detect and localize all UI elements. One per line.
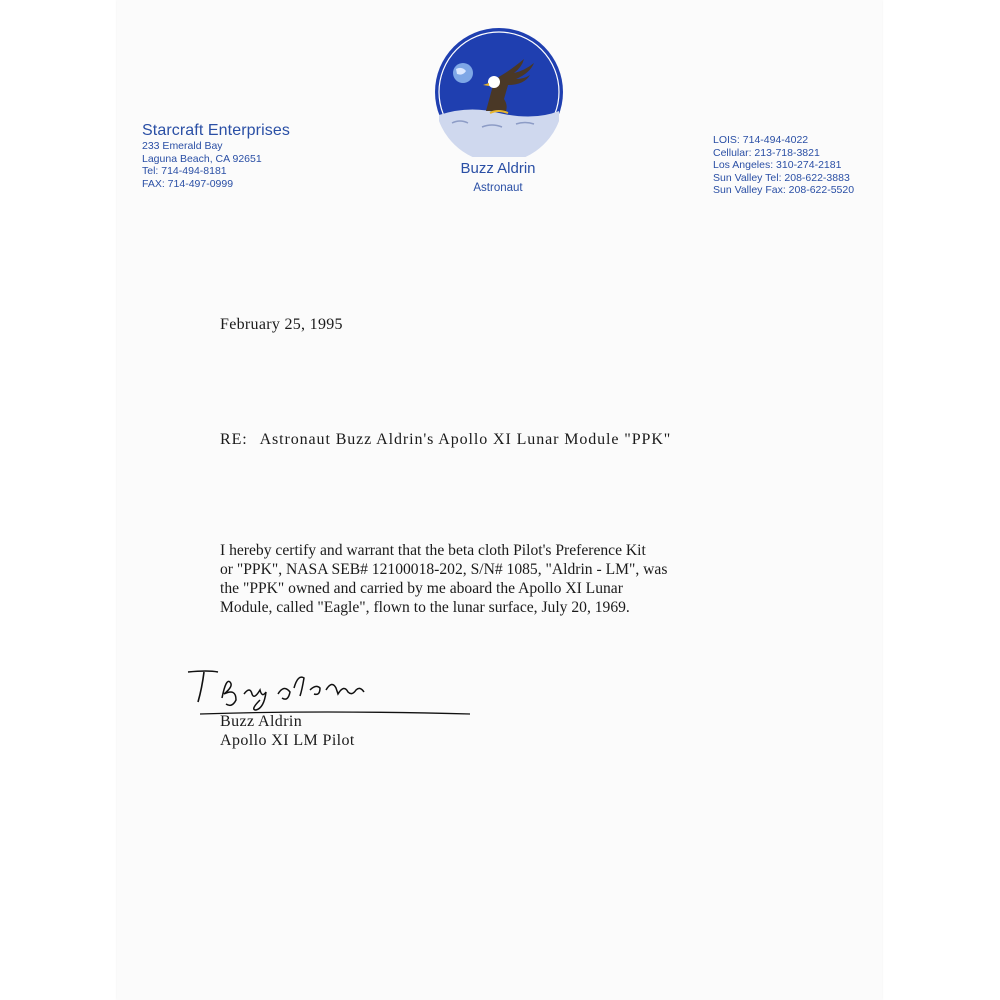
apollo-11-seal-icon — [434, 27, 564, 157]
signer-title: Apollo XI LM Pilot — [220, 732, 355, 749]
body-line: or "PPK", NASA SEB# 12100018-202, S/N# 1085, "Aldrin - LM", was — [220, 561, 668, 578]
subject-text: Astronaut Buzz Aldrin's Apollo XI Lunar Module "PPK" — [259, 431, 672, 448]
letterhead-person-name: Buzz Aldrin — [460, 160, 536, 177]
company-tel-line: Tel: 714-494-8181 — [142, 165, 227, 177]
subject-label: RE: — [220, 431, 248, 448]
contact-line: Sun Valley Fax: 208-622-5520 — [713, 184, 855, 196]
contact-block — [713, 134, 854, 197]
company-address-line: 233 Emerald Bay — [142, 140, 223, 152]
letter-body — [220, 541, 780, 617]
company-name: Starcraft Enterprises — [142, 122, 290, 139]
company-fax-line: FAX: 714-497-0999 — [142, 177, 234, 190]
handwritten-signature — [182, 660, 482, 720]
signer-name: Buzz Aldrin — [220, 713, 303, 730]
body-line: Module, called "Eagle", flown to the lunar surface, July 20, 1969. — [220, 599, 630, 616]
letter-date: February 25, 1995 — [220, 316, 343, 333]
signer-block — [220, 712, 355, 750]
contact-line: Cellular: 213-718-3821 — [713, 146, 820, 159]
contact-line: Los Angeles: 310-274-2181 — [713, 159, 842, 171]
letterhead-center — [418, 160, 578, 195]
letterhead-person-title: Astronaut — [473, 182, 523, 194]
contact-line: Sun Valley Tel: 208-622-3883 — [713, 171, 850, 184]
body-line: the "PPK" owned and carried by me aboard the Apollo XI Lunar — [220, 580, 623, 597]
body-line: I hereby certify and warrant that the beta cloth Pilot's Preference Kit — [220, 542, 646, 559]
subject-line — [220, 431, 671, 449]
company-block — [142, 122, 290, 190]
company-city-line: Laguna Beach, CA 92651 — [142, 152, 262, 165]
contact-line: LOIS: 714-494-4022 — [713, 134, 809, 146]
